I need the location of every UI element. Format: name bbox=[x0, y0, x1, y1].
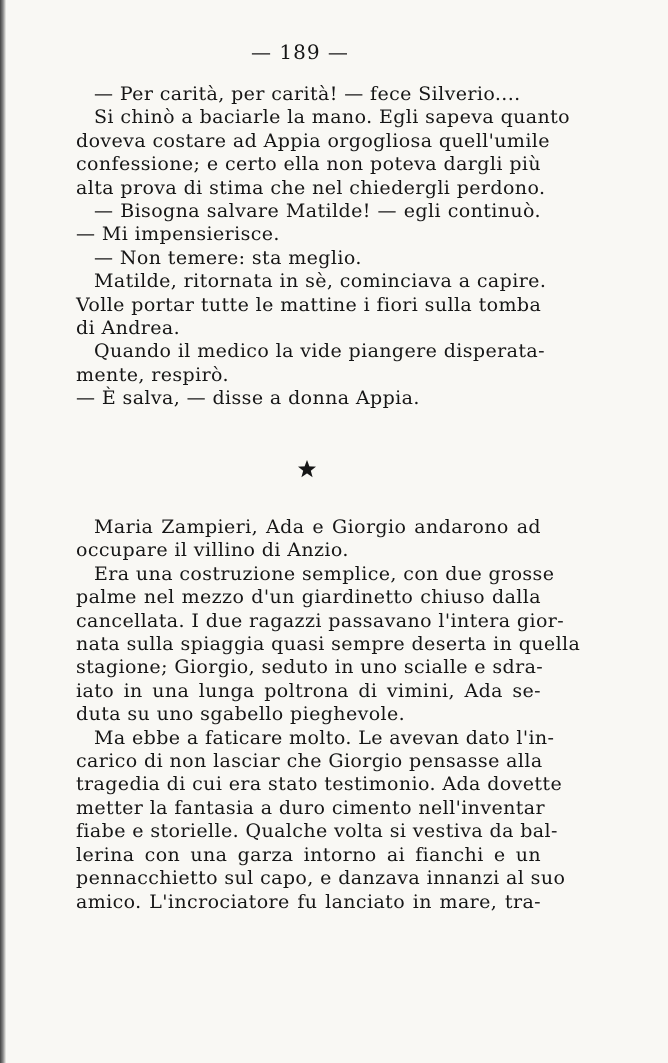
text-line: nata sulla spiaggia quasi sempre deserta in quella bbox=[76, 633, 581, 656]
text-section-2 bbox=[76, 516, 581, 914]
text-line: — È salva, — disse a donna Appia. bbox=[76, 387, 420, 410]
page-spine-shadow bbox=[0, 0, 6, 1063]
text-line: mente, respirò. bbox=[76, 363, 229, 386]
text-line: Si chinò a baciarle la mano. Egli sapeva quanto bbox=[94, 106, 571, 129]
text-line: cancellata. I due ragazzi passavano l'intera gior- bbox=[76, 609, 565, 632]
text-line: carico di non lasciar che Giorgio pensasse alla bbox=[76, 750, 543, 773]
text-line: di Andrea. bbox=[76, 317, 181, 340]
text-line: iato in una lunga poltrona di vimini, Ada se- bbox=[76, 679, 541, 702]
text-line: tragedia di cui era stato testimonio. Ada dovette bbox=[76, 773, 563, 796]
text-line: — Non temere: sta meglio. bbox=[94, 246, 362, 269]
text-line: pennacchietto sul capo, e danzava innanzi al suo bbox=[76, 867, 566, 890]
text-line: occupare il villino di Anzio. bbox=[76, 539, 349, 562]
text-line: — Mi impensierisce. bbox=[76, 223, 280, 246]
text-line: Matilde, ritornata in sè, cominciava a capire. bbox=[94, 270, 547, 293]
text-line: Maria Zampieri, Ada e Giorgio andarono ad bbox=[94, 516, 541, 538]
text-line: lerina con una garza intorno ai fianchi e un bbox=[76, 843, 541, 866]
text-line: confessione; e certo ella non poteva dargli più bbox=[76, 153, 541, 176]
text-line: Era una costruzione semplice, con due grosse bbox=[94, 562, 555, 585]
text-line: amico. L'incrociatore fu lanciato in mare, tra- bbox=[76, 890, 541, 913]
text-line: stagione; Giorgio, seduto in uno scialle e sdra- bbox=[76, 656, 544, 679]
text-line: doveva costare ad Appia orgogliosa quell'umile bbox=[76, 129, 550, 152]
text-section-1 bbox=[76, 83, 571, 411]
text-line: alta prova di stima che nel chiedergli perdono. bbox=[76, 176, 546, 199]
text-line: Quando il medico la vide piangere disperata- bbox=[94, 340, 545, 363]
text-line: Ma ebbe a faticare molto. Le avevan dato l'in- bbox=[94, 726, 555, 749]
text-line: palme nel mezzo d'un giardinetto chiuso dalla bbox=[76, 586, 541, 609]
text-line: — Per carità, per carità! — fece Silverio.... bbox=[94, 83, 521, 105]
text-line: fiabe e storielle. Qualche volta si vestiva da bal- bbox=[76, 820, 558, 843]
page-number: — 189 — bbox=[251, 40, 349, 64]
section-separator-star-icon bbox=[297, 459, 317, 479]
text-line: — Bisogna salvare Matilde! — egli continuò. bbox=[94, 200, 541, 223]
text-line: duta su uno sgabello pieghevole. bbox=[76, 703, 406, 726]
text-line: metter la fantasia a duro cimento nell'inventar bbox=[76, 796, 545, 819]
text-line: Volle portar tutte le mattine i fiori sulla tomba bbox=[76, 293, 542, 316]
